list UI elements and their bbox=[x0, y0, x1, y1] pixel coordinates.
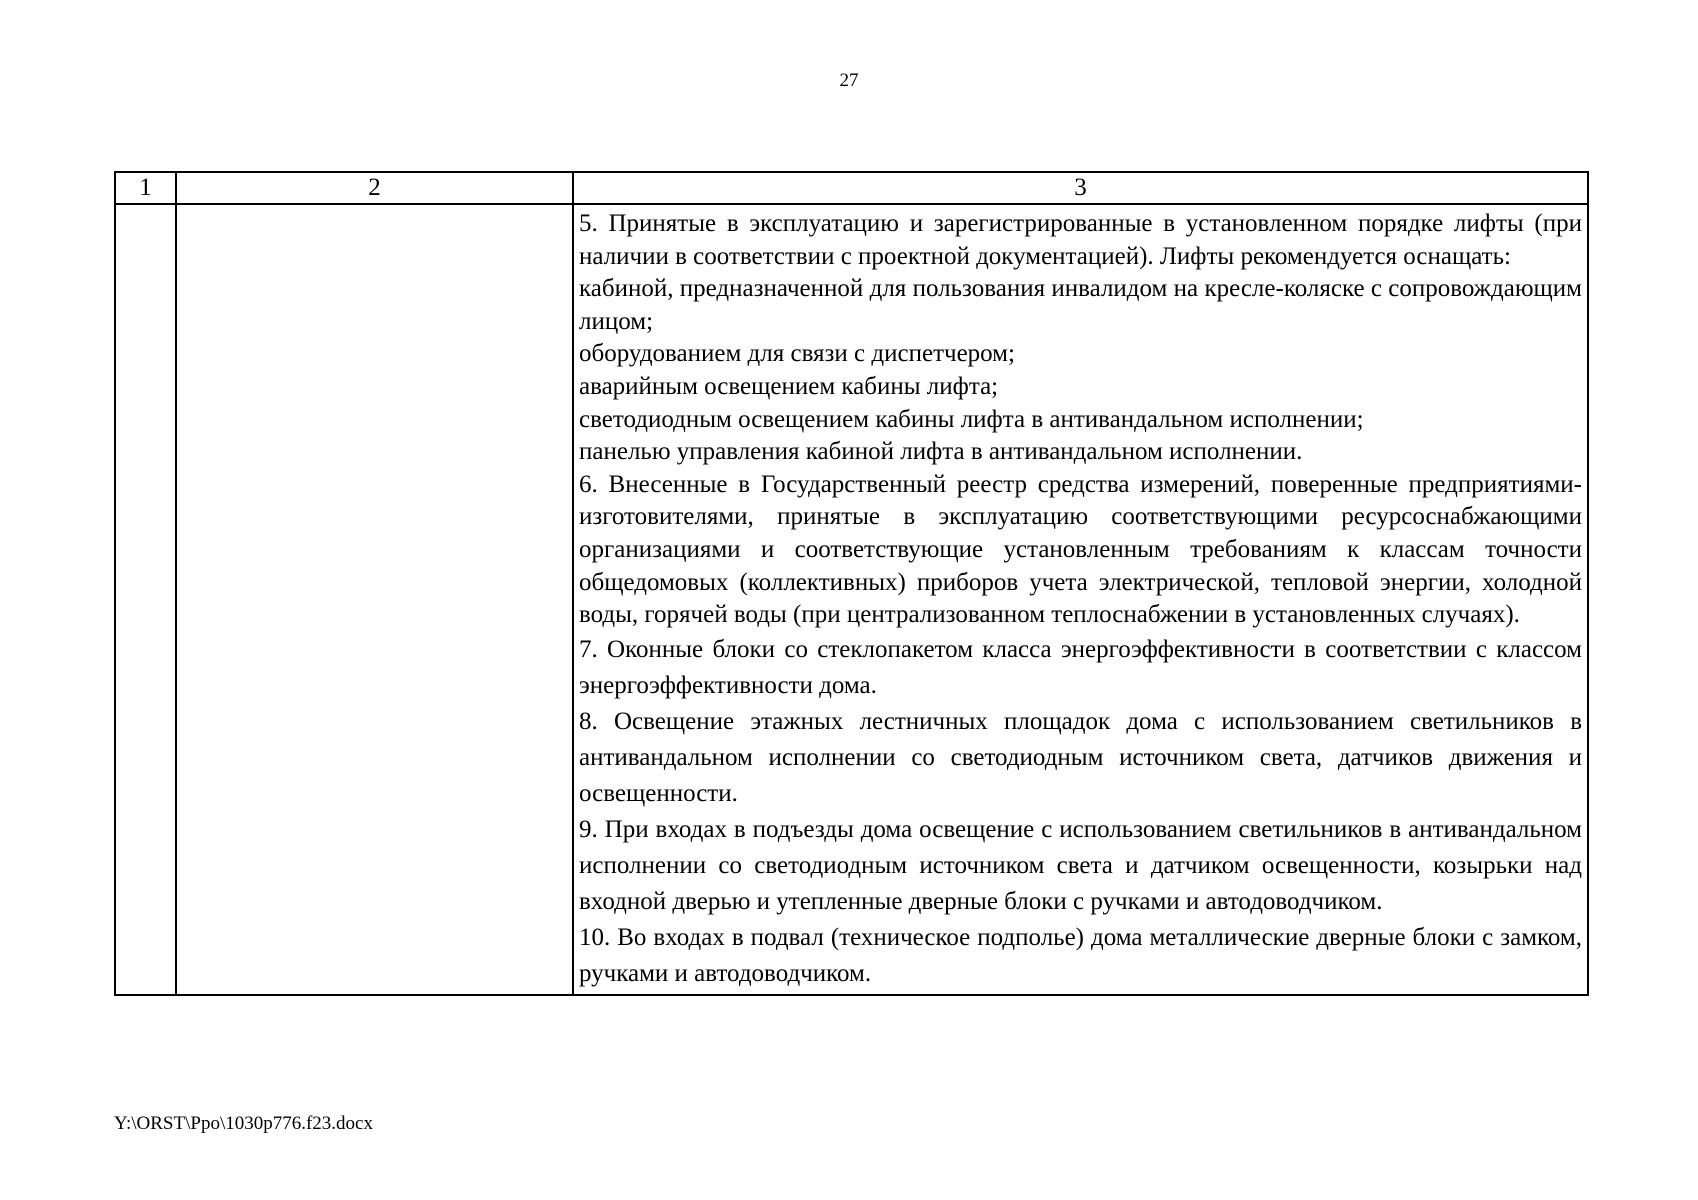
lift-control-panel: панелью управления кабиной лифта в антивандальном исполнении. bbox=[579, 438, 1303, 466]
item-6-meters: 6. Внесенные в Государственный реестр средства измерений, поверенные предприятиями-изготовителями, принятые в эксплуатацию соответствующими ресурсоснабжающими организациями и соответствующие установленным требованиям к классам точности общедомовых (коллективных) приборов учета электрической, тепловой энергии, холодной воды, горячей воды (при централизованном теплоснабжении в установленных случаях). bbox=[579, 470, 1582, 629]
item-8-stair-lighting: 8. Освещение этажных лестничных площадок дома с использованием светильников в антивандальном исполнении со светодиодным источником света, датчиков движения и освещенности. bbox=[579, 707, 1582, 807]
item-7-windows: 7. Оконные блоки со стеклопакетом класса энергоэффективности в соответствии с классом энергоэффективности дома. bbox=[579, 635, 1582, 699]
column-header-3: 3 bbox=[573, 172, 1588, 204]
cell-col-1 bbox=[115, 204, 176, 995]
table-header-row bbox=[115, 172, 1588, 204]
lift-emergency-lighting: аварийным освещением кабины лифта; bbox=[579, 372, 999, 400]
column-header-1: 1 bbox=[115, 172, 176, 204]
column-header-2: 2 bbox=[176, 172, 573, 204]
item-10-basement-doors: 10. Во входах в подвал (техническое подполье) дома металлические дверные блоки с замком, ручками и автодоводчиком. bbox=[579, 923, 1582, 987]
lift-led-lighting: светодиодным освещением кабины лифта в антивандальном исполнении; bbox=[579, 405, 1364, 433]
footer-file-path: Y:\ORST\Ppo\1030p776.f23.docx bbox=[114, 1113, 373, 1134]
cell-col-3 bbox=[573, 204, 1588, 995]
page-number: 27 bbox=[839, 70, 859, 91]
lift-dispatcher-equipment: оборудованием для связи с диспетчером; bbox=[579, 340, 1015, 368]
lift-cabin-wheelchair: кабиной, предназначенной для пользования инвалидом на кресле-коляске с сопровождающим лицом; bbox=[579, 275, 1582, 335]
item-5-lifts: 5. Принятые в эксплуатацию и зарегистрированные в установленном порядке лифты (при наличии в соответствии с проектной документацией). Лифты рекомендуется оснащать: bbox=[579, 210, 1582, 270]
table-row bbox=[115, 204, 1588, 995]
item-9-entrance: 9. При входах в подъезды дома освещение с использованием светильников в антивандальном исполнении со светодиодным источником света и датчиком освещенности, козырьки над входной дверью и утепленные дверные блоки с ручками и автодоводчиком. bbox=[579, 815, 1582, 915]
requirements-table bbox=[114, 171, 1589, 996]
cell-col-2 bbox=[176, 204, 573, 995]
